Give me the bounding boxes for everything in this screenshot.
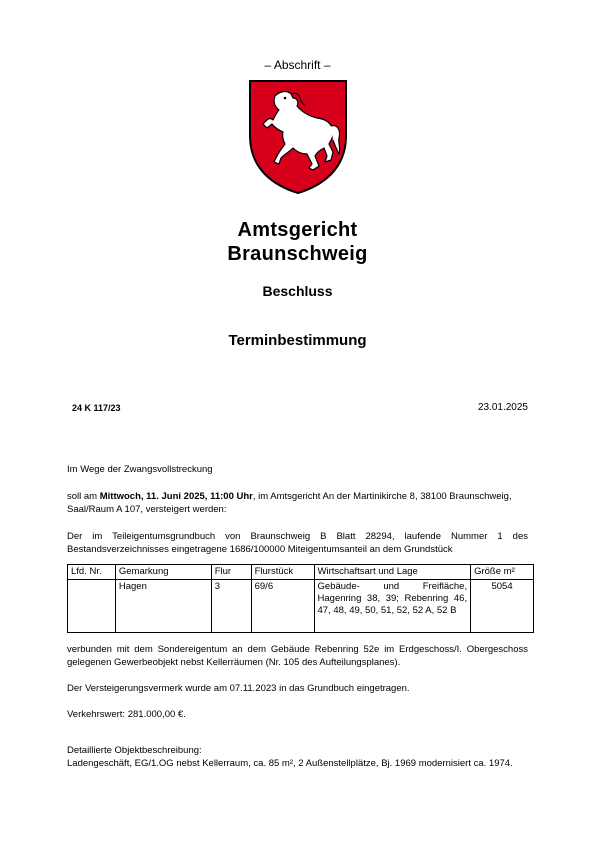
detail-text: Ladengeschäft, EG/1.OG nebst Kellerraum, ca. 85 m², 2 Außenstellplätze, Bj. 1969 modernisiert ca. 1974. — [67, 758, 513, 769]
table-header-flur: Flur — [211, 565, 251, 580]
table-header-groesse: Größe m² — [471, 565, 534, 580]
subject-title: Terminbestimmung — [228, 332, 367, 349]
document-date: 23.01.2025 — [477, 402, 528, 413]
cell-gemarkung: Hagen — [115, 580, 211, 633]
copy-label: – Abschrift – — [264, 58, 331, 72]
cell-flurstueck: 69/6 — [251, 580, 314, 633]
detail-heading: Detaillierte Objektbeschreibung: — [67, 745, 202, 756]
lower-saxony-horse-coat-of-arms-icon — [247, 78, 349, 196]
hearing-paragraph — [67, 490, 528, 516]
table-header-lage: Wirtschaftsart und Lage — [314, 565, 471, 580]
property-table — [67, 564, 534, 633]
hearing-suffix: , im Amtsgericht An der Martinikirche 8, 38100 Braunschweig, Saal/Raum A 107, versteigert werden: — [67, 491, 512, 515]
vermerk-paragraph: Der Versteigerungsvermerk wurde am 07.11.2023 in das Grundbuch eingetragen. — [67, 683, 410, 694]
cell-lfd — [68, 580, 116, 633]
table-row — [68, 580, 534, 633]
decision-title: Beschluss — [262, 283, 333, 299]
intro-text: Im Wege der Zwangsvollstreckung — [67, 464, 213, 475]
table-header-gemarkung: Gemarkung — [115, 565, 211, 580]
connected-paragraph: verbunden mit dem Sondereigentum an dem Gebäude Rebenring 52e im Erdgeschoss/I. Obergeschoss gelegenen Gewerbeobjekt nebst Kellerräumen (Nr. 105 des Aufteilungsplanes). — [67, 644, 528, 668]
table-header-row — [68, 565, 534, 580]
property-intro: Der im Teileigentumsgrundbuch von Braunschweig B Blatt 28294, laufende Nummer 1 des Bestandsverzeichnisses eingetragene 1686/100000 Miteigentumsanteil an dem Grundstück — [67, 531, 528, 555]
table-header-lfd: Lfd. Nr. — [68, 565, 116, 580]
court-name — [0, 218, 595, 266]
hearing-datetime: Mittwoch, 11. Juni 2025, 11:00 Uhr — [99, 491, 253, 502]
cell-groesse: 5054 — [471, 580, 534, 633]
cell-lage: Gebäude- und Freifläche, Hagenring 38, 39; Rebenring 46, 47, 48, 49, 50, 51, 52, 52 A, 52 B — [314, 580, 471, 633]
court-name-line2: Braunschweig — [227, 243, 368, 265]
cell-flur: 3 — [211, 580, 251, 633]
file-number: 24 K 117/23 — [72, 403, 121, 413]
market-value: Verkehrswert: 281.000,00 €. — [67, 709, 186, 720]
court-name-line1: Amtsgericht — [237, 219, 358, 241]
table-header-flurstueck: Flurstück — [251, 565, 314, 580]
hearing-prefix: soll am — [67, 491, 100, 502]
